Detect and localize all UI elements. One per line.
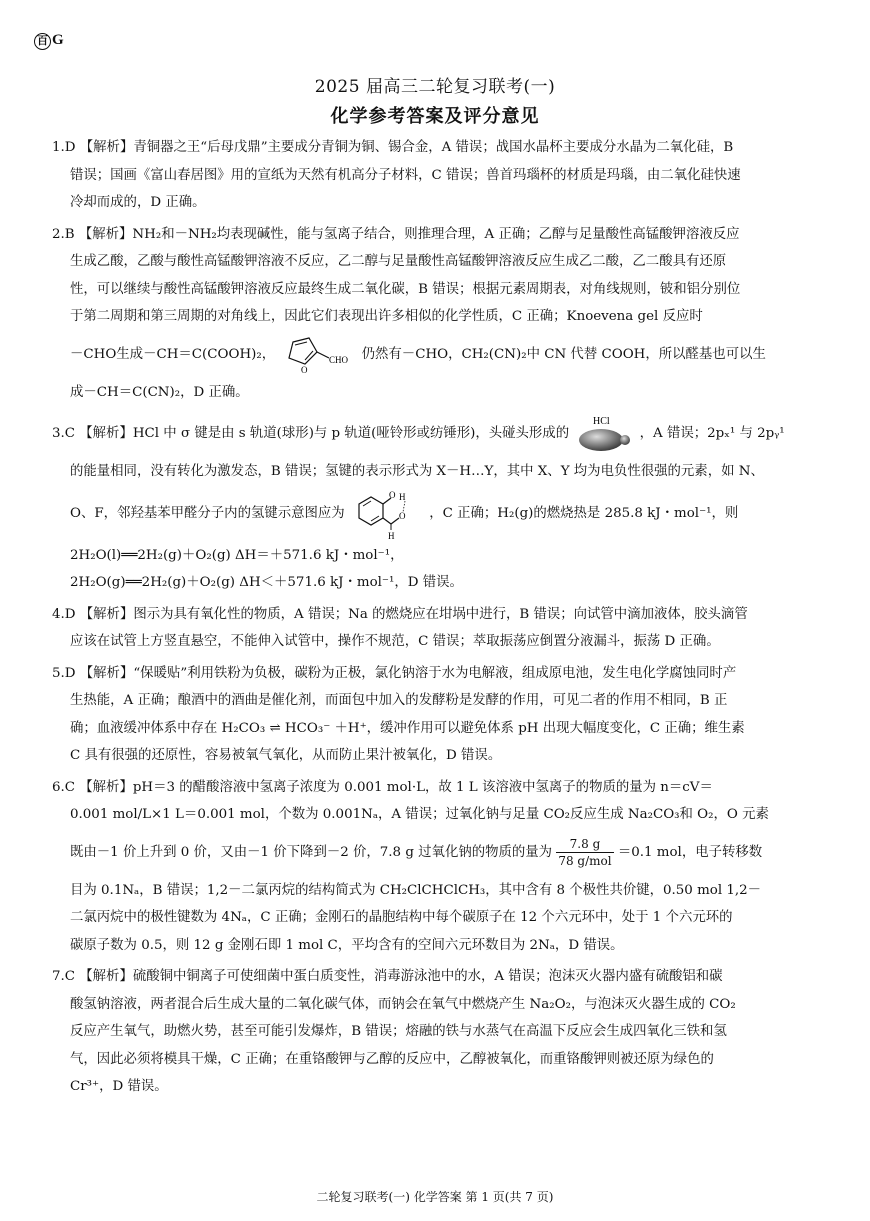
text-line: 1.D 【解析】青铜器之王“后母戊鼎”主要成分青铜为铜、锡合金，A 错误；战国水晶杯主要成分水晶为二氧化硅，B (52, 140, 734, 155)
text-line (70, 486, 822, 542)
text-line: 气，因此必须将模具干燥，C 正确；在重铬酸钾与乙醇的反应中，乙醇被氧化，而重铬酸钾则被还原为绿色的 (70, 1051, 714, 1067)
exam-title: 2025 届高三二轮复习联考(一) (314, 77, 556, 97)
text-line (70, 331, 822, 379)
text-segment: O、F，邻羟基苯甲醛分子内的氢键示意图应为 (70, 505, 345, 521)
mol-o-bottom: O (398, 511, 406, 521)
text-line (52, 410, 822, 458)
text-segment: 既由－1 价上升到 0 价，又由－1 价下降到－2 价，7.8 g 过氧化钠的物质的量为 (70, 844, 553, 860)
question-2 (52, 221, 822, 407)
text-line: 生成乙酸，乙酸与酸性高锰酸钾溶液不反应，乙二醇与足量酸性高锰酸钾溶液反应生成乙二酸，乙二酸具有还原 (70, 254, 727, 269)
text-line: Cr³⁺，D 错误。 (70, 1079, 168, 1094)
text-line (70, 829, 822, 877)
mol-label: CHO (329, 355, 349, 365)
fraction-denominator: 78 g/mol (558, 853, 612, 868)
text-line: 性，可以继续与酸性高锰酸钾溶液反应最终生成二氧化碳，B 错误；根据元素周期表，对角线规则，铍和铝分别位 (70, 281, 741, 297)
text-line: 生热能，A 正确；酿酒中的酒曲是催化剂，而面包中加入的发酵粉是发酵的作用，可见二者的作用不相同，B 正 (70, 693, 728, 708)
logo-letter: G (52, 32, 64, 48)
text-segment: 3.C 【解析】HCl 中 σ 键是由 s 轨道(球形)与 p 轨道(哑铃形或纺锤形)，头碰头形成的 (52, 426, 570, 441)
text-line: 成－CH＝C(CN)₂，D 正确。 (70, 384, 249, 400)
question-5 (52, 660, 822, 770)
fraction-numerator: 7.8 g (556, 836, 613, 853)
hydroxybenzaldehyde-structure-icon (349, 486, 425, 540)
mol-o-top: O (388, 490, 396, 500)
hcl-orbital-icon (573, 414, 635, 454)
text-line: 的能量相同，没有转化为激发态，B 错误；氢键的表示形式为 X－H…Y，其中 X、Y 均为电负性很强的元素，如 N、 (70, 464, 764, 479)
hcl-label: HCl (593, 415, 611, 427)
text-segment: ＝0.1 mol，电子转移数 (617, 844, 763, 860)
publisher-logo (34, 32, 64, 50)
text-line: 目为 0.1Nₐ，B 错误；1,2－二氯丙烷的结构简式为 CH₂ClCHClCH₃，其中含有 8 个极性共价键，0.50 mol 1,2－ (70, 882, 762, 898)
text-line: 冷却而成的，D 正确。 (70, 195, 206, 210)
text-segment: 仍然有－CHO，CH₂(CN)₂中 CN 代替 COOH，所以醛基也可以生 (361, 346, 766, 362)
text-line: 酸氢钠溶液，两者混合后生成大量的二氧化碳气体，而钠会在氧气中燃烧产生 Na₂O₂，与泡沫灭火器生成的 CO₂ (70, 996, 736, 1012)
page-footer: 二轮复习联考(一) 化学答案 第 1 页(共 7 页) (316, 1190, 554, 1204)
fraction (556, 836, 613, 869)
mol-h-top: H (398, 492, 406, 502)
question-6 (52, 774, 822, 960)
question-1 (52, 134, 822, 217)
furfural-structure-icon (279, 332, 357, 376)
text-line: 二氯丙烷中的极性键数为 4Nₐ，C 正确；金刚石的晶胞结构中每个碳原子在 12 个六元环中，处于 1 个六元环的 (70, 910, 733, 925)
text-line: 反应产生氧气，助燃火势，甚至可能引发爆炸，B 错误；熔融的铁与水蒸气在高温下反应会生成四氧化三铁和氢 (70, 1024, 727, 1039)
text-line: 应该在试管上方竖直悬空，不能伸入试管中，操作不规范，C 错误；萃取振荡应倒置分液漏斗，振荡 D 正确。 (70, 634, 720, 649)
text-line: 碳原子数为 0.5，则 12 g 金刚石即 1 mol C，平均含有的空间六元环数目为 2Nₐ，D 错误。 (70, 937, 624, 953)
equation-line: 2H₂O(g)══2H₂(g)＋O₂(g) ΔH＜＋571.6 kJ・mol⁻¹，D 错误。 (70, 575, 463, 590)
mol-h-bottom: H (387, 531, 395, 540)
svg-text:O: O (301, 365, 308, 375)
answer-content (52, 134, 822, 1105)
text-line: 0.001 mol/L×1 L＝0.001 mol，个数为 0.001Nₐ，A 错误；过氧化钠与足量 CO₂反应生成 Na₂CO₃和 O₂，O 元素 (70, 807, 769, 822)
text-line: C 具有很强的还原性，容易被氧气氧化，从而防止果汁被氧化，D 错误。 (70, 748, 502, 763)
text-line: 确；血液缓冲体系中存在 H₂CO₃ ⇌ HCO₃⁻ ＋H⁺，缓冲作用可以避免体系 pH 出现大幅度变化，C 正确；维生素 (70, 720, 745, 736)
text-line: 错误；国画《富山春居图》用的宣纸为天然有机高分子材料，C 错误；兽首玛瑙杯的材质是玛瑙，由二氧化硅快速 (70, 167, 741, 183)
text-line: 4.D 【解析】图示为具有氧化性的物质，A 错误；Na 的燃烧应在坩埚中进行，B 错误；向试管中滴加液体，胶头滴管 (52, 606, 748, 622)
equation-line: 2H₂O(l)══2H₂(g)＋O₂(g) ΔH＝＋571.6 kJ・mol⁻¹， (70, 547, 404, 563)
text-line: 7.C 【解析】硫酸铜中铜离子可使细菌中蛋白质变性，消毒游泳池中的水，A 错误；泡沫灭火器内盛有硫酸铝和碳 (52, 969, 723, 984)
text-segment: ，C 正确；H₂(g)的燃烧热是 285.8 kJ・mol⁻¹，则 (429, 505, 739, 521)
text-line: 2.B 【解析】NH₂和－NH₂均表现碱性，能与氢离子结合，则推理合理，A 正确；乙醇与足量酸性高锰酸钾溶液反应 (52, 226, 740, 242)
text-segment: ，A 错误；2pₓ¹ 与 2pᵧ¹ (639, 426, 785, 441)
answer-title: 化学参考答案及评分意见 (330, 106, 540, 127)
text-line: 于第二周期和第三周期的对角线上，因此它们表现出许多相似的化学性质，C 正确；Knoevena gel 反应时 (70, 309, 703, 324)
question-4 (52, 601, 822, 656)
text-line: 5.D 【解析】“保暖贴”利用铁粉为负极，碳粉为正极，氯化钠溶于水为电解液，组成原电池，发生电化学腐蚀同时产 (52, 665, 737, 681)
question-7 (52, 963, 822, 1101)
text-segment: －CHO生成－CH＝C(COOH)₂， (70, 346, 276, 362)
logo-circle: 百 (34, 33, 51, 50)
question-3 (52, 410, 822, 597)
text-line: 6.C 【解析】pH＝3 的醋酸溶液中氢离子浓度为 0.001 mol·L，故 1 L 该溶液中氢离子的物质的量为 n＝cV＝ (52, 779, 713, 795)
